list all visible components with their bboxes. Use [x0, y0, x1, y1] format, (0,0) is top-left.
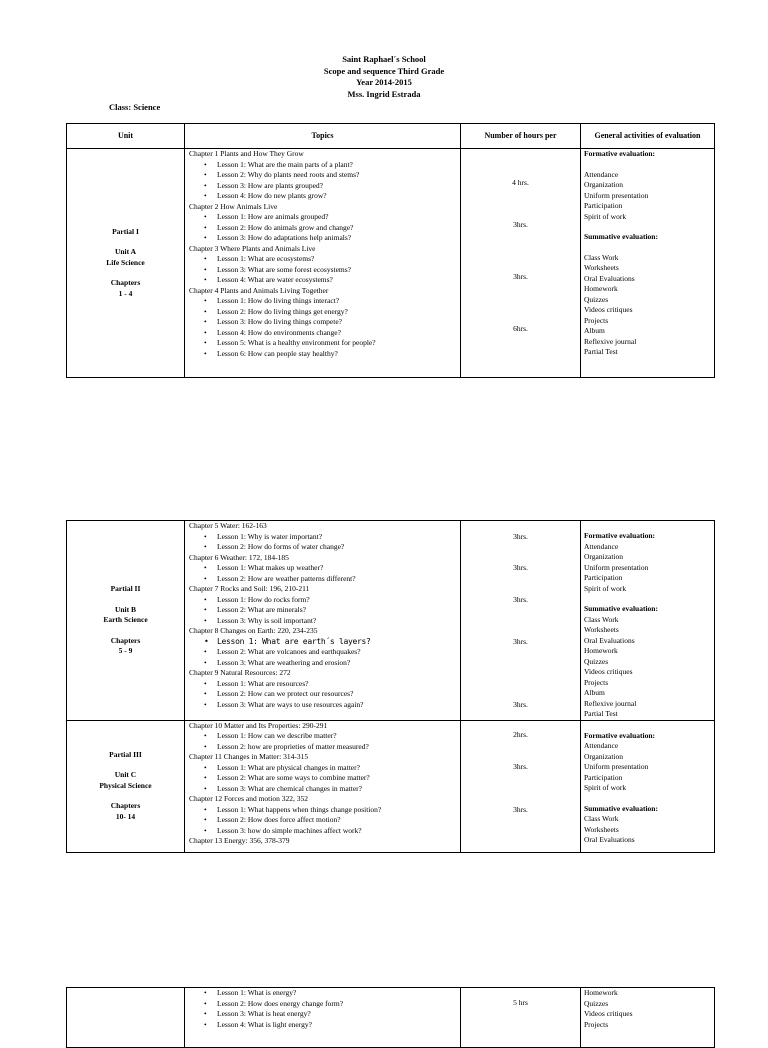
list-item: Spirit of work: [584, 583, 627, 593]
chapters-range: 5 - 9: [118, 646, 133, 655]
unit-label: Unit C: [114, 770, 137, 780]
lesson-list: [189, 763, 460, 795]
list-item: • Lesson 2: How does energy change form?: [217, 999, 460, 1010]
unit-cell: [67, 521, 185, 721]
hours-value: 4 hrs.: [512, 178, 529, 187]
school-name: Saint Raphael´s School: [342, 54, 426, 64]
list-item: • Lesson 1: How do living things interact?: [217, 296, 460, 307]
class-label: Class: Science: [109, 102, 161, 112]
chapter-title: Chapter 5 Water: 162-163: [189, 521, 267, 530]
list-item: • Lesson 2: What are minerals?: [217, 605, 460, 616]
subject-label: Earth Science: [103, 615, 148, 624]
list-item: • Lesson 6: How can people stay healthy?: [217, 349, 460, 360]
list-item: • Lesson 2: How do animals grow and change?: [217, 223, 460, 234]
evaluation-cell: [581, 521, 715, 721]
topics-cell: [185, 521, 461, 721]
chapters-label: Chapters: [110, 635, 141, 645]
subject-label: Physical Science: [99, 780, 152, 790]
list-item: Videos critiques: [584, 1009, 633, 1018]
hours-value: 3hrs.: [513, 532, 528, 541]
list-item: • Lesson 1: Why is water important?: [217, 532, 460, 543]
topics-cell: [185, 720, 461, 852]
lesson-list: [189, 731, 460, 752]
table-header-row: [67, 124, 715, 149]
lesson-list: [189, 563, 460, 584]
subject-label: Life Science: [106, 257, 145, 267]
list-item: • Lesson 1: How are animals grouped?: [217, 212, 460, 223]
list-item: Worksheets: [584, 824, 619, 834]
unit-cell: [67, 988, 185, 1048]
summative-title: Summative evaluation:: [584, 803, 658, 813]
list-item: Partial Test: [584, 709, 618, 718]
list-item: Quizzes: [584, 998, 609, 1008]
list-item: Partial Test: [584, 347, 618, 356]
column-header-evaluation: General activities of evaluation: [581, 124, 715, 149]
hours-value: 3hrs.: [513, 637, 528, 646]
list-item: • Lesson 3: How are plants grouped?: [217, 181, 460, 192]
list-item: Projects: [584, 677, 609, 687]
hours-value: 5 hrs: [513, 998, 528, 1007]
document-title: Scope and sequence Third Grade: [323, 65, 445, 76]
list-item: Attendance: [584, 541, 619, 551]
list-item: • Lesson 3: how do simple machines affect work?: [217, 826, 460, 837]
list-item: • Lesson 1: How can we describe matter?: [217, 731, 460, 742]
column-header-topics: Topics: [185, 124, 461, 149]
list-item: Participation: [584, 772, 623, 782]
column-header-unit: Unit: [67, 124, 185, 149]
chapters-range: 1 - 4: [118, 288, 133, 298]
partial-label: Partial II: [110, 584, 141, 593]
list-item: Reflexive journal: [584, 336, 637, 346]
list-item: • Lesson 5: What is a healthy environment for people?: [217, 338, 460, 349]
chapters-label: Chapters: [110, 278, 141, 288]
list-item: • Lesson 2: What are volcanoes and earthquakes?: [217, 647, 460, 658]
evaluation-cell: [581, 988, 715, 1048]
partial-label: Partial I: [112, 226, 139, 236]
table-row: [67, 521, 715, 721]
list-item: • Lesson 2: How does force affect motion?: [217, 815, 460, 826]
lesson-list: [189, 160, 460, 202]
lesson-list: [189, 637, 460, 669]
chapter-title: Chapter 10 Matter and Its Properties: 290-291: [189, 720, 328, 730]
hours-value: 6hrs.: [513, 324, 528, 333]
hours-value: 3hrs.: [513, 272, 528, 281]
list-item: • Lesson 2: How do living things get energy?: [217, 307, 460, 318]
schedule-table-partial-3-continued: [66, 987, 715, 1048]
schedule-table-partial-2: [66, 520, 715, 853]
unit-cell: [67, 149, 185, 378]
list-item: • Lesson 2: Why do plants need roots and stems?: [217, 170, 460, 181]
lesson-list: [189, 805, 460, 837]
hours-cell: [461, 149, 581, 378]
chapter-title: Chapter 8 Changes on Earth: 220, 234-235: [189, 626, 318, 635]
list-item: Quizzes: [584, 294, 609, 304]
list-item: Oral Evaluations: [584, 635, 635, 645]
list-item: • Lesson 2: how are proprieties of matter measured?: [217, 742, 460, 753]
list-item: • Lesson 3: How do living things compete?: [217, 317, 460, 328]
list-item: • Lesson 1: How do rocks form?: [217, 595, 460, 606]
list-item: Attendance: [584, 741, 619, 750]
document-header: [0, 54, 768, 100]
list-item: • Lesson 3: Why is soil important?: [217, 616, 460, 627]
hours-value: 3hrs.: [513, 595, 528, 604]
list-item: Uniform presentation: [584, 762, 649, 771]
hours-value: 3hrs.: [513, 804, 528, 814]
chapter-title: Chapter 3 Where Plants and Animals Live: [189, 243, 316, 253]
list-item: • Lesson 1: What are earth´s layers?: [217, 637, 460, 648]
unit-label: Unit A: [114, 247, 137, 257]
list-item: Projects: [584, 1019, 609, 1029]
list-item: Homework: [584, 646, 618, 655]
hours-value: 3hrs.: [513, 761, 528, 771]
table-row: [67, 720, 715, 852]
list-item: Class Work: [584, 252, 619, 262]
chapter-title: Chapter 6 Weather: 172, 184-185: [189, 552, 289, 562]
chapter-title: Chapter 4 Plants and Animals Living Together: [189, 285, 329, 295]
schedule-table-partial-1: [66, 123, 715, 378]
hours-cell: [461, 988, 581, 1048]
list-item: Spirit of work: [584, 783, 627, 792]
list-item: • Lesson 1: What is energy?: [217, 988, 460, 999]
list-item: Worksheets: [584, 625, 619, 634]
list-item: Organization: [584, 751, 624, 761]
list-item: • Lesson 1: What are the main parts of a plant?: [217, 160, 460, 171]
list-item: • Lesson 1: What makes up weather?: [217, 563, 460, 574]
school-year: Year 2014-2015: [356, 77, 412, 87]
list-item: Reflexive journal: [584, 698, 637, 708]
list-item: • Lesson 1: What happens when things change position?: [217, 805, 460, 816]
lesson-list: [189, 679, 460, 711]
list-item: • Lesson 2: How do forms of water change?: [217, 542, 460, 553]
list-item: Homework: [584, 988, 618, 997]
list-item: Album: [584, 326, 605, 335]
list-item: • Lesson 3: What are chemical changes in matter?: [217, 784, 460, 795]
list-item: • Lesson 2: How are weather patterns different?: [217, 574, 460, 585]
list-item: • Lesson 4: What are water ecosystems?: [217, 275, 460, 286]
chapter-title: Chapter 7 Rocks and Soil: 196, 210-211: [189, 584, 310, 593]
table-row: [67, 988, 715, 1048]
chapters-range: 10- 14: [115, 811, 136, 821]
list-item: Projects: [584, 315, 609, 325]
list-item: • Lesson 2: What are some ways to combine matter?: [217, 773, 460, 784]
formative-title: Formative evaluation:: [584, 149, 656, 158]
list-item: Homework: [584, 284, 618, 293]
lesson-list: [189, 254, 460, 286]
list-item: Spirit of work: [584, 211, 627, 221]
lesson-list: [189, 532, 460, 553]
chapter-title: Chapter 1 Plants and How They Grow: [189, 149, 304, 158]
list-item: Videos critiques: [584, 305, 633, 314]
unit-cell: [67, 720, 185, 852]
unit-label: Unit B: [114, 604, 137, 614]
list-item: Uniform presentation: [584, 190, 649, 200]
list-item: Album: [584, 688, 605, 697]
chapter-title: Chapter 11 Changes in Matter: 314-315: [189, 752, 309, 761]
lesson-list: [189, 296, 460, 359]
lesson-list: [189, 595, 460, 627]
list-item: • Lesson 4: What is light energy?: [217, 1020, 460, 1031]
list-item: • Lesson 1: What are resources?: [217, 679, 460, 690]
list-item: Participation: [584, 573, 623, 582]
table-row: [67, 149, 715, 378]
topics-cell: [185, 149, 461, 378]
list-item: • Lesson 3: What are weathering and erosion?: [217, 658, 460, 669]
hours-value: 2hrs.: [513, 729, 528, 739]
list-item: Uniform presentation: [584, 562, 649, 572]
list-item: • Lesson 3: How do adaptations help animals?: [217, 233, 460, 244]
hours-value: 3hrs.: [513, 220, 528, 229]
teacher-name: Mss. Ingrid Estrada: [347, 88, 421, 99]
list-item: • Lesson 4: How do new plants grow?: [217, 191, 460, 202]
hours-value: 3hrs.: [513, 700, 528, 709]
hours-cell: [461, 521, 581, 721]
list-item: Class Work: [584, 814, 619, 823]
chapter-title: Chapter 12 Forces and motion 322, 352: [189, 794, 308, 803]
list-item: • Lesson 1: What are ecosystems?: [217, 254, 460, 265]
list-item: Videos critiques: [584, 667, 633, 676]
list-item: Oral Evaluations: [584, 835, 635, 844]
list-item: • Lesson 3: What are ways to use resources again?: [217, 700, 460, 711]
list-item: Participation: [584, 201, 623, 210]
evaluation-cell: [581, 149, 715, 378]
hours-value: 3hrs.: [513, 563, 528, 572]
list-item: Class Work: [584, 614, 619, 624]
list-item: Oral Evaluations: [584, 273, 635, 283]
formative-title: Formative evaluation:: [584, 730, 656, 740]
formative-title: Formative evaluation:: [584, 531, 656, 540]
list-item: Worksheets: [584, 263, 619, 272]
list-item: Quizzes: [584, 656, 609, 666]
chapters-label: Chapters: [110, 801, 141, 811]
summative-title: Summative evaluation:: [584, 604, 658, 613]
chapter-title: Chapter 13 Energy: 356, 378-379: [189, 836, 290, 845]
partial-label: Partial III: [109, 749, 142, 759]
list-item: Organization: [584, 180, 624, 189]
lesson-list: [189, 212, 460, 244]
topics-cell: [185, 988, 461, 1048]
hours-cell: [461, 720, 581, 852]
evaluation-cell: [581, 720, 715, 852]
summative-title: Summative evaluation:: [584, 232, 658, 241]
list-item: • Lesson 3: What is heat energy?: [217, 1009, 460, 1020]
chapter-title: Chapter 9 Natural Resources: 272: [189, 668, 291, 677]
list-item: Organization: [584, 552, 624, 561]
chapter-title: Chapter 2 How Animals Live: [189, 201, 278, 211]
list-item: • Lesson 2: How can we protect our resources?: [217, 689, 460, 700]
column-header-hours: Number of hours per: [461, 124, 581, 149]
list-item: • Lesson 1: What are physical changes in matter?: [217, 763, 460, 774]
list-item: Attendance: [584, 169, 619, 179]
list-item: • Lesson 3: What are some forest ecosystems?: [217, 265, 460, 276]
list-item: • Lesson 4: How do environments change?: [217, 328, 460, 339]
